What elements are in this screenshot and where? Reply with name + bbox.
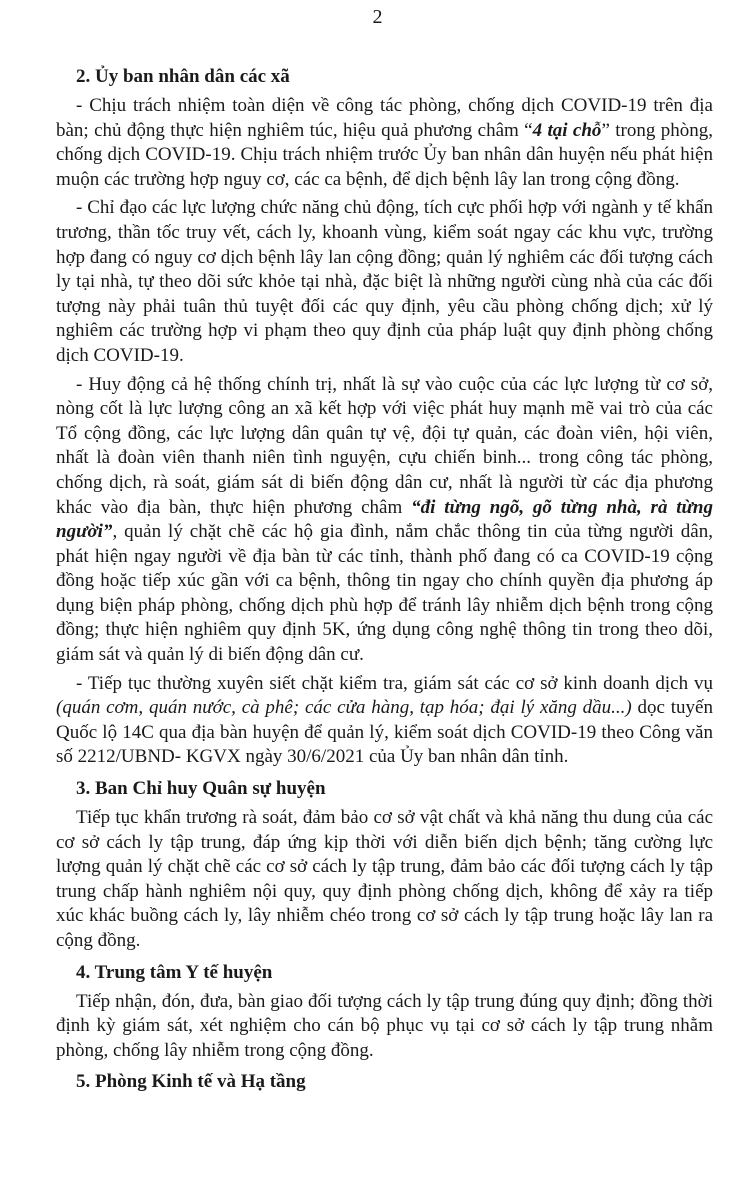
section-spacer [56,1099,713,1101]
text-run: - Chịu trách nhiệm toàn diện về công tác phòng, chống dịch COVID-19 trên địa bàn; chủ động thực hiện nghiêm túc, hiệu quả phương châm “ [56,95,713,141]
text-run: - Chỉ đạo các lực lượng chức năng chủ động, tích cực phối hợp với ngành y tế khẩn trương, thần tốc truy vết, cách ly, khoanh vùng, kiểm soát ngay các khu vực, trường hợp đang có nguy cơ dịch bệnh lây lan cộng đồng; quản lý nghiêm các đối tượng cách ly tại nhà, tự theo dõi sức khỏe tại nhà, đặc biệt là những người cùng nhà của các đối tượng này phải tuân thủ tuyệt đối các quy định, yêu cầu phòng chống dịch; xử lý nghiêm các trường hợp vi phạm theo quy định của pháp luật quy định phòng chống dịch COVID-19. [56,197,713,366]
text-run: ” trong phòng, chống dịch COVID-19. Chịu trách nhiệm trước Ủy ban nhân dân huyện nếu phát hiện muộn các trường hợp nguy cơ, các ca bệnh, để dịch bệnh lây lan trong cộng đồng. [56,119,713,190]
section-heading: 4. Trung tâm Y tế huyện [76,961,273,983]
italic-text: (quán cơm, quán nước, cà phê; các cửa hàng, tạp hóa; đại lý xăng dầu...) [56,697,632,719]
paragraph [56,373,713,668]
text-run: - Tiếp tục thường xuyên siết chặt kiểm tra, giám sát các cơ sở kinh doanh dịch vụ [76,672,713,694]
paragraph [56,196,713,368]
paragraph [56,990,713,1064]
paragraph [56,806,713,954]
paragraph [56,94,713,192]
section-heading: 3. Ban Chỉ huy Quân sự huyện [76,778,326,800]
document-body [56,64,713,1101]
text-run: - Huy động cả hệ thống chính trị, nhất là sự vào cuộc của các lực lượng từ cơ sở, nòng cốt là lực lượng công an xã kết hợp với việc phát huy mạnh mẽ vai trò của các Tổ cộng đồng, các lực lượng dân quân tự vệ, đội tự quản, các đoàn viên, hội viên, nhất là đoàn viên thanh niên tình nguyện, cựu chiến binh... trong công tác phòng, chống dịch, rà soát, giám sát di biến động dân cư, nhất là người từ các địa phương khác vào địa bàn, thực hiện phương châm [56,373,713,518]
emphasis-text: 4 tại chỗ [532,119,602,141]
text-run: Tiếp tục khẩn trương rà soát, đảm bảo cơ sở vật chất và khả năng thu dung của các cơ sở cách ly tập trung, đáp ứng kịp thời với diễn biến dịch bệnh; tăng cường lực lượng quản lý chặt chẽ các cơ sở cách ly tập trung, đảm bảo các đối tượng cách ly tập trung chấp hành nghiêm nội quy, quy định phòng chống dịch, không để xảy ra tiếp xúc khác buồng cách ly, lây nhiễm chéo trong cơ sở cách ly tập trung hoặc lây lan ra cộng đồng. [56,807,713,951]
paragraph [56,672,713,770]
section-heading: 5. Phòng Kinh tế và Hạ tầng [76,1071,306,1093]
text-run: , quản lý chặt chẽ các hộ gia đình, nắm chắc thông tin của từng người dân, phát hiện ngay người về địa bàn từ các tỉnh, thành phố đang có ca COVID-19 cộng đồng hoặc tiếp xúc gần với ca bệnh, thông tin ngay cho chính quyền địa phương áp dụng biện pháp phòng, chống dịch phù hợp để tránh lây nhiễm dịch bệnh trong cộng đồng; thực hiện nghiêm quy định 5K, ứng dụng công nghệ thông tin trong theo dõi, giám sát và quản lý di biến động dân cư. [56,521,713,666]
page-number: 2 [372,6,383,28]
section-heading: 2. Ủy ban nhân dân các xã [76,66,290,87]
text-run: dọc tuyến Quốc lộ 14C qua địa bàn huyện để quản lý, kiểm soát dịch COVID-19 theo Công văn số 2212/UBND- KGVX ngày 30/6/2021 của Ủy ban nhân dân tỉnh. [56,697,713,768]
text-run: Tiếp nhận, đón, đưa, bàn giao đối tượng cách ly tập trung đúng quy định; đồng thời định kỳ giám sát, xét nghiệm cho cán bộ phục vụ tại cơ sở cách ly tập trung nhằm phòng, chống lây nhiễm trong cộng đồng. [56,990,713,1061]
emphasis-text: “đi từng ngõ, gõ từng nhà, rà từng người” [56,496,714,543]
